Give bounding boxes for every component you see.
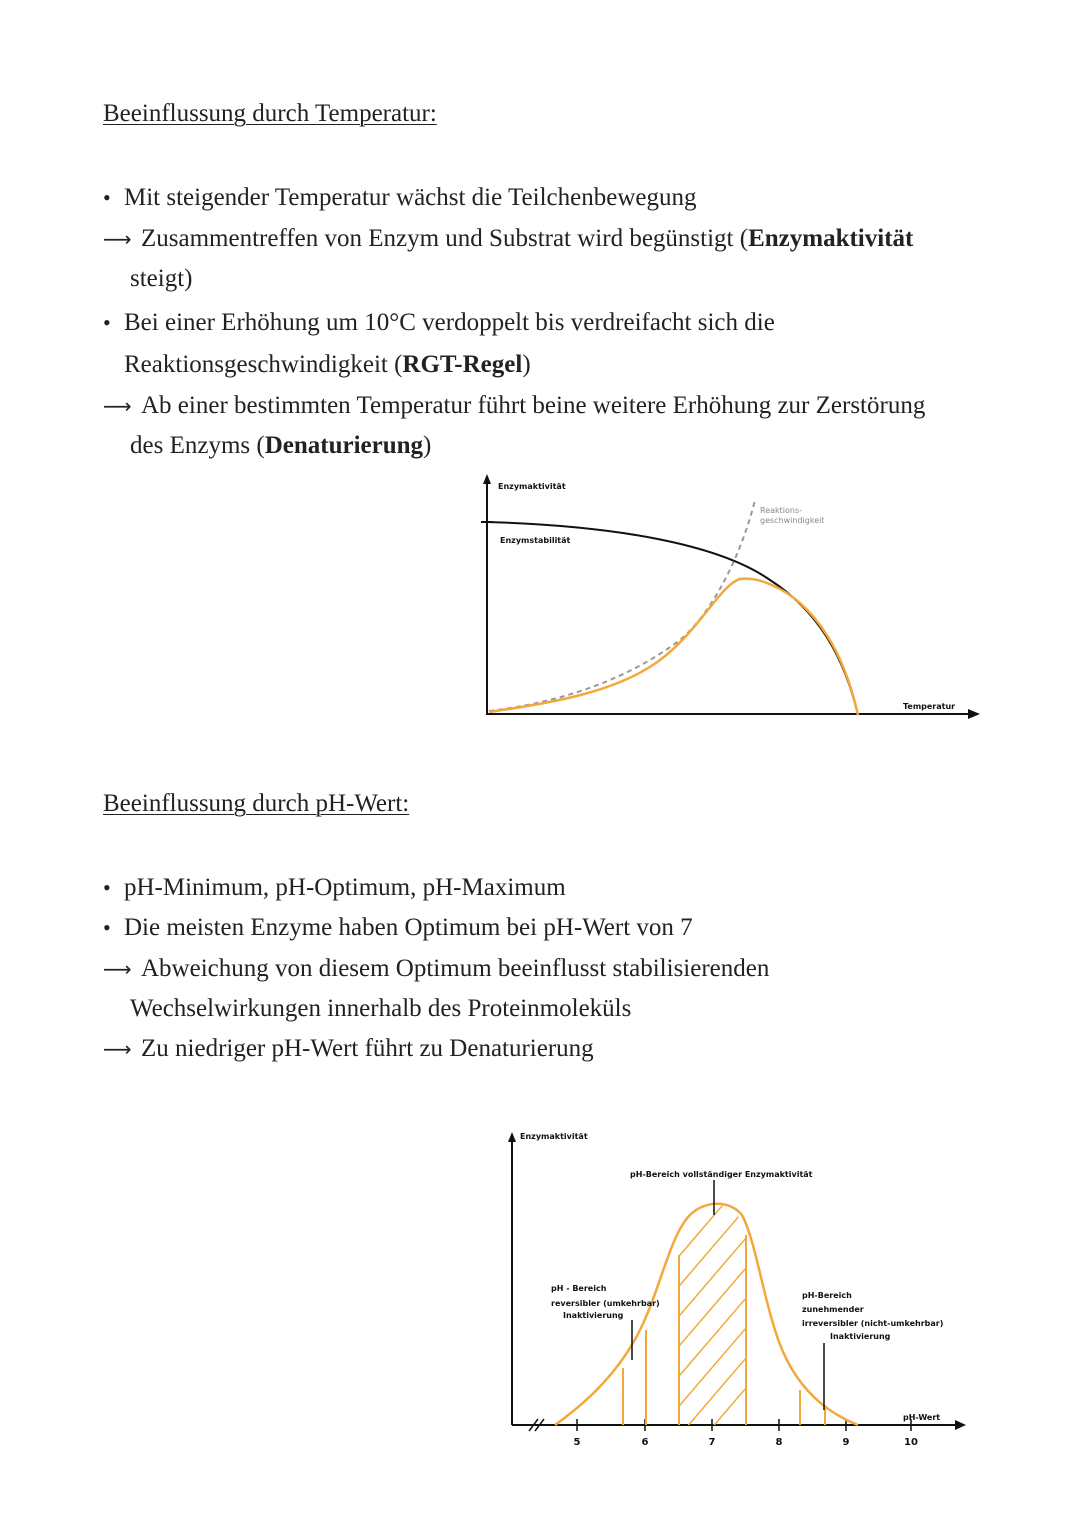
text-line: Zusammentreffen von Enzym und Substrat wird begünstigt (Enzymaktivität	[141, 225, 914, 252]
bold-term: RGT-Regel	[402, 351, 523, 378]
tick-label-5: 5	[573, 1437, 581, 1448]
y-axis-label: Enzymaktivität	[498, 482, 566, 491]
label-reversible-1: pH - Bereich	[551, 1284, 607, 1293]
bold-term: Enzymaktivität	[748, 225, 914, 252]
label-reversible-2: reversibler (umkehrbar)	[551, 1299, 660, 1308]
label-full-activity: pH-Bereich vollständiger Enzymaktivität	[630, 1170, 813, 1179]
heading-ph: Beeinflussung durch pH-Wert:	[103, 790, 410, 817]
x-axis-arrowhead	[955, 1420, 966, 1430]
bullet-marker: •	[103, 310, 111, 335]
label-irreversible-1: pH-Bereich	[802, 1291, 852, 1300]
y-axis-label: Enzymaktivität	[520, 1132, 588, 1141]
text-line: pH-Minimum, pH-Optimum, pH-Maximum	[124, 874, 566, 901]
x-axis-arrowhead	[968, 709, 980, 719]
x-axis-label: pH-Wert	[903, 1413, 941, 1422]
label-irreversible-4: Inaktivierung	[830, 1332, 891, 1341]
y-axis-arrowhead	[483, 474, 491, 484]
stability-label: Enzymstabilität	[500, 536, 571, 545]
heading-temperature: Beeinflussung durch Temperatur:	[103, 100, 437, 127]
label-irreversible-2: zunehmender	[802, 1305, 864, 1314]
text-line: Reaktionsgeschwindigkeit (RGT-Regel)	[124, 351, 531, 378]
text-line: Ab einer bestimmten Temperatur führt beine weitere Erhöhung zur Zerstörung	[141, 392, 926, 419]
tick-label-6: 6	[641, 1437, 649, 1448]
rate-curve	[489, 500, 755, 711]
text-line: Mit steigender Temperatur wächst die Teilchenbewegung	[124, 184, 697, 211]
text-line: Die meisten Enzyme haben Optimum bei pH-Wert von 7	[124, 914, 693, 941]
arrow-marker: ⟶	[103, 1037, 132, 1061]
bullet-marker: •	[103, 185, 111, 210]
label-irreversible-3: irreversibler (nicht-umkehrbar)	[802, 1319, 944, 1328]
tick-label-7: 7	[708, 1437, 716, 1448]
activity-curve	[489, 579, 858, 715]
y-axis-arrowhead	[508, 1132, 516, 1142]
tick-label-10: 10	[904, 1437, 918, 1448]
label-reversible-3: Inaktivierung	[563, 1311, 624, 1320]
tick-label-9: 9	[842, 1437, 850, 1448]
arrow-marker: ⟶	[103, 957, 132, 981]
text-line: Zu niedriger pH-Wert führt zu Denaturierung	[141, 1035, 594, 1062]
text-line: Wechselwirkungen innerhalb des Proteinmoleküls	[130, 995, 632, 1022]
stability-curve	[487, 522, 858, 715]
text-line: Abweichung von diesem Optimum beeinflusst stabilisierenden	[141, 955, 770, 982]
text-line: steigt)	[130, 265, 193, 292]
bullet-marker: •	[103, 875, 111, 900]
rate-label-2: geschwindigkeit	[760, 516, 825, 525]
arrow-marker: ⟶	[103, 394, 132, 418]
text-line: Bei einer Erhöhung um 10°C verdoppelt bis verdreifacht sich die	[124, 309, 775, 336]
bullet-marker: •	[103, 915, 111, 940]
temperature-diagram	[481, 474, 980, 719]
rate-label-1: Reaktions-	[760, 506, 803, 515]
text-line: des Enzyms (Denaturierung)	[130, 432, 432, 459]
arrow-marker: ⟶	[103, 227, 132, 251]
x-axis-label: Temperatur	[903, 702, 956, 711]
bold-term: Denaturierung	[264, 432, 424, 459]
tick-label-8: 8	[775, 1437, 783, 1448]
ph-diagram	[508, 1132, 966, 1500]
